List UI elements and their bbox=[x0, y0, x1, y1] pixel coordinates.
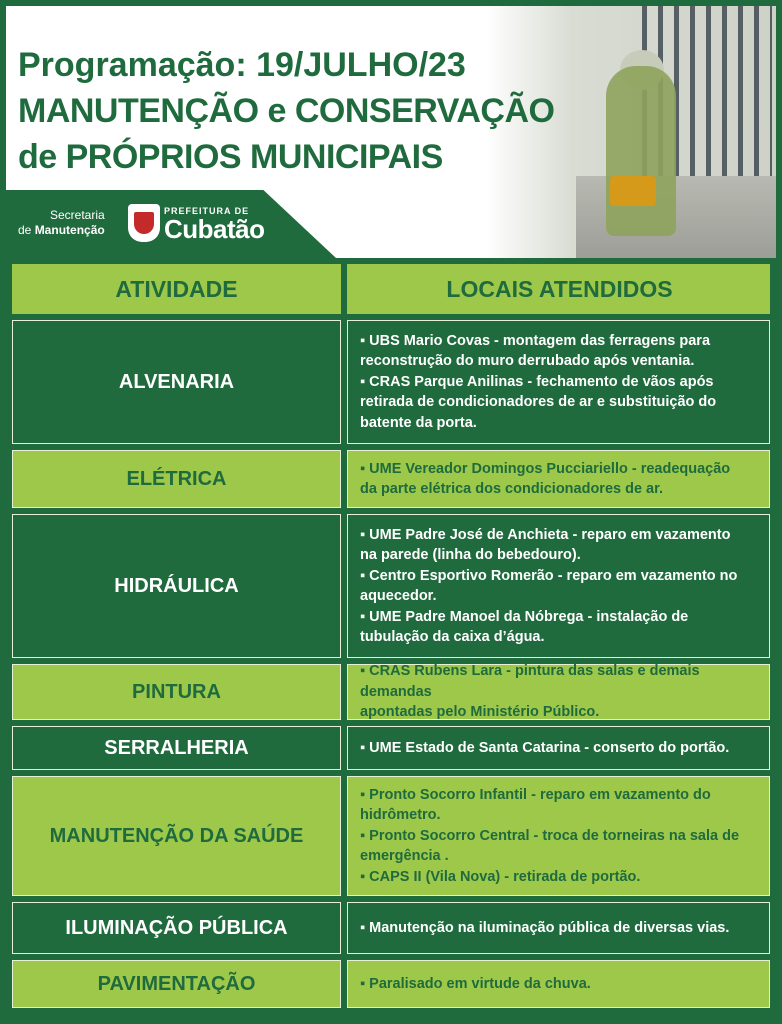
header-title-line1: MANUTENÇÃO e CONSERVAÇÃO bbox=[18, 92, 555, 130]
locations-list bbox=[360, 661, 759, 723]
header-title-line2: de PRÓPRIOS MUNICIPAIS bbox=[18, 138, 443, 176]
location-line: ▪ Paralisado em virtude da chuva. bbox=[360, 975, 591, 992]
table-row bbox=[12, 664, 770, 720]
locations-list bbox=[360, 738, 729, 759]
location-line: batente da porta. bbox=[360, 414, 477, 431]
location-line: ▪ CAPS II (Vila Nova) - retirada de portão. bbox=[360, 868, 641, 885]
activity-locations bbox=[347, 902, 770, 954]
table-row bbox=[12, 320, 770, 444]
activity-name: ILUMINAÇÃO PÚBLICA bbox=[12, 902, 341, 954]
location-line: emergência . bbox=[360, 848, 449, 865]
location-line: ▪ UME Estado de Santa Catarina - conserto do portão. bbox=[360, 739, 730, 756]
table-header-row bbox=[12, 264, 770, 314]
activity-name: SERRALHERIA bbox=[12, 726, 341, 770]
location-line: da parte elétrica dos condicionadores de ar. bbox=[360, 481, 663, 497]
location-line: na parede (linha do bebedouro). bbox=[360, 547, 581, 563]
activity-name: HIDRÁULICA bbox=[12, 514, 341, 658]
location-line: apontadas pelo Ministério Público. bbox=[360, 704, 600, 721]
secretaria-line1: Secretaria bbox=[50, 208, 105, 222]
location-line: aquecedor. bbox=[360, 588, 437, 604]
secretaria-line2 bbox=[18, 223, 105, 238]
activity-locations bbox=[347, 776, 770, 896]
activity-name: PINTURA bbox=[12, 664, 341, 720]
activity-locations bbox=[347, 726, 770, 770]
locations-list bbox=[360, 331, 716, 434]
activity-locations bbox=[347, 320, 770, 444]
location-line: ▪ UME Padre Manoel da Nóbrega - instalação de bbox=[360, 608, 689, 625]
locations-list bbox=[360, 974, 591, 995]
col-header-locais: LOCAIS ATENDIDOS bbox=[347, 264, 770, 314]
table-row bbox=[12, 902, 770, 954]
activity-name: PAVIMENTAÇÃO bbox=[12, 960, 341, 1008]
location-line: ▪ Manutenção na iluminação pública de diversas vias. bbox=[360, 919, 730, 936]
table-row bbox=[12, 726, 770, 770]
header-date: Programação: 19/JULHO/23 bbox=[18, 46, 466, 84]
location-line: hidrômetro. bbox=[360, 807, 441, 824]
location-line: ▪ Centro Esportivo Romerão - reparo em vazamento no bbox=[360, 567, 738, 584]
table-row bbox=[12, 776, 770, 896]
location-line: ▪ CRAS Rubens Lara - pintura das salas e demais demandas bbox=[360, 663, 700, 700]
table-row bbox=[12, 514, 770, 658]
activity-name: ALVENARIA bbox=[12, 320, 341, 444]
activity-locations bbox=[347, 450, 770, 508]
activity-locations bbox=[347, 960, 770, 1008]
activity-name: MANUTENÇÃO DA SAÚDE bbox=[12, 776, 341, 896]
location-line: ▪ Pronto Socorro Infantil - reparo em vazamento do bbox=[360, 786, 711, 803]
worker-photo bbox=[486, 6, 776, 258]
drill-image bbox=[610, 176, 656, 206]
crest-shield-icon bbox=[134, 212, 154, 234]
activity-locations bbox=[347, 514, 770, 658]
location-line: ▪ CRAS Parque Anilinas - fechamento de vãos após bbox=[360, 373, 714, 390]
table-row bbox=[12, 960, 770, 1008]
secretaria-prefix: de bbox=[18, 223, 35, 237]
locations-list bbox=[360, 525, 737, 648]
activities-table bbox=[6, 258, 776, 1018]
locations-list bbox=[360, 918, 729, 939]
location-line: ▪ UME Vereador Domingos Pucciariello - readequação bbox=[360, 460, 731, 477]
worker-image bbox=[606, 66, 676, 236]
table-row bbox=[12, 450, 770, 508]
col-header-atividade: ATIVIDADE bbox=[12, 264, 341, 314]
location-line: ▪ Pronto Socorro Central - troca de torneiras na sala de bbox=[360, 827, 740, 844]
location-line: retirada de condicionadores de ar e substituição do bbox=[360, 394, 717, 411]
activity-locations bbox=[347, 664, 770, 720]
location-line: ▪ UME Padre José de Anchieta - reparo em vazamento bbox=[360, 526, 731, 543]
location-line: ▪ UBS Mario Covas - montagem das ferragens para bbox=[360, 332, 711, 349]
city-crest-icon bbox=[128, 204, 160, 242]
location-line: tubulação da caixa d’água. bbox=[360, 629, 545, 645]
locations-list bbox=[360, 785, 739, 888]
locations-list bbox=[360, 459, 730, 500]
location-line: reconstrução do muro derrubado após ventania. bbox=[360, 353, 695, 370]
secretaria-name: Manutenção bbox=[34, 223, 105, 237]
activity-name: ELÉTRICA bbox=[12, 450, 341, 508]
secretaria-label bbox=[18, 208, 105, 238]
prefeitura-label: PREFEITURA DE bbox=[164, 206, 250, 216]
city-name: Cubatão bbox=[164, 214, 265, 244]
prefeitura-logo bbox=[164, 206, 265, 242]
